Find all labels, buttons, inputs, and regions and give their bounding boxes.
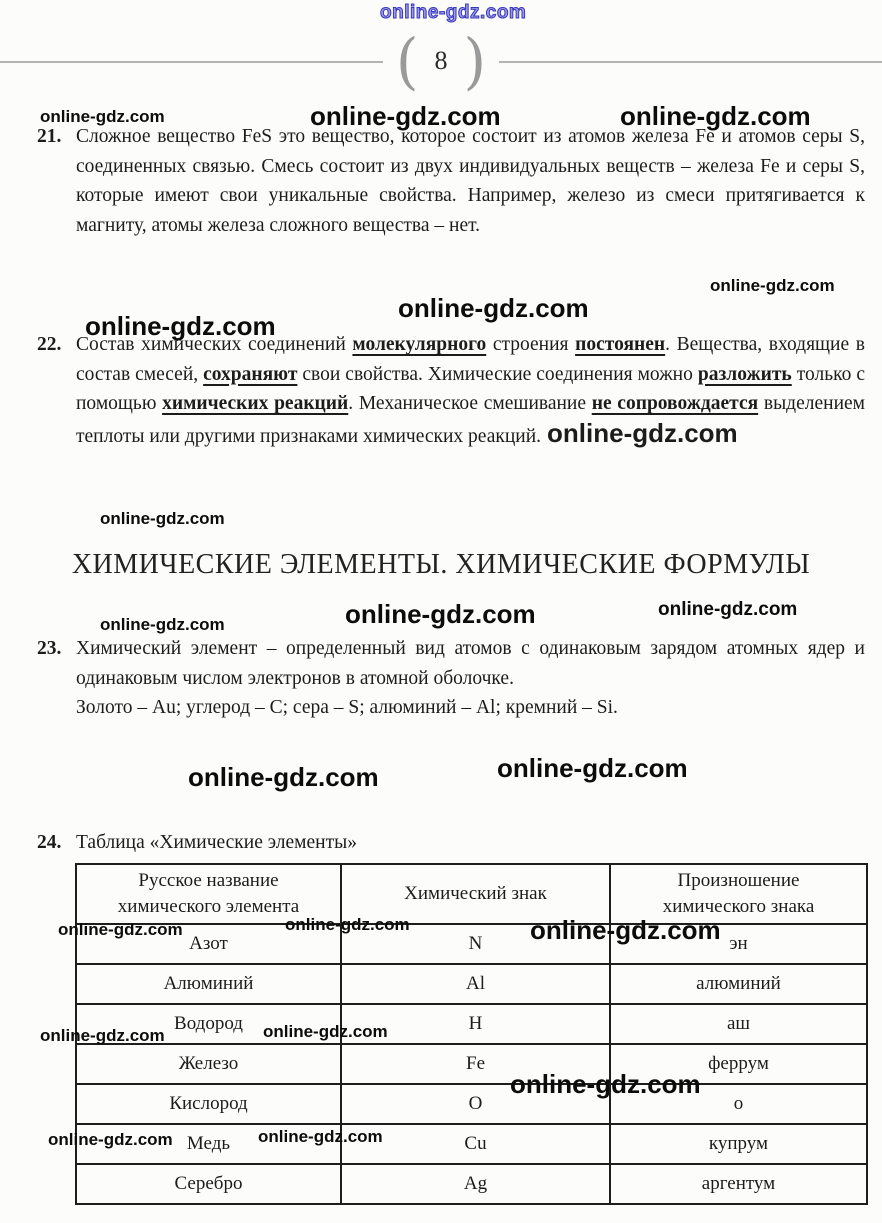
text-segment: . Механическое смешивание bbox=[348, 393, 592, 415]
emphasized-term: молекулярного bbox=[352, 334, 487, 355]
watermark: online-gdz.com bbox=[710, 276, 835, 295]
item-22 bbox=[37, 330, 865, 451]
emphasized-term: разложить bbox=[697, 363, 792, 385]
table-row bbox=[76, 1124, 867, 1164]
watermark: online-gdz.com bbox=[530, 915, 721, 945]
watermark: online-gdz.com bbox=[310, 101, 501, 131]
caption-text: Таблица «Химические элементы» bbox=[76, 832, 357, 853]
header-line: Произношение bbox=[677, 870, 800, 891]
watermark: online-gdz.com bbox=[188, 762, 379, 792]
watermark: online-gdz.com bbox=[380, 2, 527, 23]
table-cell-pronunciation: о bbox=[610, 1084, 867, 1124]
watermark: online-gdz.com bbox=[510, 1069, 701, 1099]
table-cell-pronunciation: алюминий bbox=[610, 964, 867, 1004]
elements-table bbox=[75, 863, 868, 1205]
item-21 bbox=[37, 122, 865, 240]
emphasized-term: сохраняют bbox=[203, 363, 298, 385]
watermark: online-gdz.com bbox=[100, 615, 225, 634]
table-row bbox=[76, 1004, 867, 1044]
watermark: online-gdz.com bbox=[285, 915, 410, 934]
table-cell-symbol: O bbox=[341, 1084, 610, 1124]
table-cell-pronunciation: аш bbox=[610, 1004, 867, 1044]
emphasized-term: постоянен bbox=[575, 334, 666, 355]
table-row bbox=[76, 924, 867, 964]
watermark: online-gdz.com bbox=[658, 599, 798, 620]
watermark: online-gdz.com bbox=[258, 1127, 383, 1146]
bracket-left-decoration: ( bbox=[395, 25, 419, 97]
header-line: Химический знак bbox=[404, 883, 547, 904]
table-cell-symbol: Al bbox=[341, 964, 610, 1004]
table-cell-name: Водород bbox=[76, 1004, 341, 1044]
table-cell-name: Алюминий bbox=[76, 964, 341, 1004]
table-cell-symbol: H bbox=[341, 1004, 610, 1044]
section-heading: ХИМИЧЕСКИЕ ЭЛЕМЕНТЫ. ХИМИЧЕСКИЕ ФОРМУЛЫ bbox=[71, 549, 811, 580]
table-cell-name: Кислород bbox=[76, 1084, 341, 1124]
bracket-right-decoration: ) bbox=[463, 25, 487, 97]
text-segment: только с помощью bbox=[76, 363, 865, 415]
watermark: online-gdz.com bbox=[345, 599, 536, 629]
emphasized-term: химических реакций bbox=[162, 393, 349, 415]
watermark: online-gdz.com bbox=[40, 1026, 165, 1045]
emphasized-term: не сопровождается bbox=[591, 393, 759, 415]
table-cell-symbol: Ag bbox=[341, 1164, 610, 1204]
item-text: Химический элемент – определенный вид атомов с одинаковым зарядом атомных ядер и одинаковым числом электронов в атомной оболочке. bbox=[76, 638, 865, 689]
table-cell-symbol: N bbox=[341, 924, 610, 964]
text-segment: свои свойства. Химические соединения можно bbox=[297, 363, 698, 385]
text-segment: строения bbox=[486, 334, 576, 355]
watermark: online-gdz.com bbox=[620, 101, 811, 131]
text-segment: . Вещества, входящие в состав смесей, bbox=[76, 334, 865, 385]
table-cell-pronunciation: купрум bbox=[610, 1124, 867, 1164]
watermark: online-gdz.com bbox=[497, 753, 688, 783]
table-cell-name: Серебро bbox=[76, 1164, 341, 1204]
watermark: online-gdz.com bbox=[58, 920, 183, 939]
table-cell-pronunciation: эн bbox=[610, 924, 867, 964]
text-segment: Состав химических соединений bbox=[76, 334, 353, 355]
table-row bbox=[76, 1044, 867, 1084]
table-row bbox=[76, 964, 867, 1004]
item-number: 21. bbox=[37, 126, 62, 147]
text-segment: выделением теплоты или другими признаками химических реакций. bbox=[76, 393, 865, 447]
table-cell-symbol: Fe bbox=[341, 1044, 610, 1084]
watermark: online-gdz.com bbox=[547, 417, 738, 448]
page-number: 8 bbox=[434, 46, 448, 75]
table-row bbox=[76, 1084, 867, 1124]
item-number: 24. bbox=[37, 832, 62, 853]
table-cell-name: Железо bbox=[76, 1044, 341, 1084]
table-row bbox=[76, 1164, 867, 1204]
item-text bbox=[76, 334, 865, 447]
table-cell-name: Медь bbox=[76, 1124, 341, 1164]
item-text: Сложное вещество FeS это вещество, которое состоит из атомов железа Fe и атомов серы S, соединенных связью. Смесь состоит из двух индивидуальных веществ – железа Fe и серы S, которые имеют свои уникальные свойства. Например, железо из смеси притягивается к магниту, атомы железа сложного вещества – нет. bbox=[76, 126, 865, 236]
item-number: 22. bbox=[37, 334, 62, 355]
watermark: online-gdz.com bbox=[40, 107, 165, 126]
watermark: online-gdz.com bbox=[263, 1022, 388, 1041]
header-line: Русское название bbox=[138, 870, 279, 891]
page-number-badge bbox=[383, 26, 499, 96]
watermark: online-gdz.com bbox=[100, 509, 225, 528]
header-line: химического знака bbox=[662, 896, 815, 917]
item-24-caption bbox=[37, 832, 865, 854]
table-cell-name: Азот bbox=[76, 924, 341, 964]
item-23 bbox=[37, 634, 865, 723]
table-header-row bbox=[76, 864, 867, 924]
table-cell-pronunciation: феррум bbox=[610, 1044, 867, 1084]
table-cell-pronunciation: аргентум bbox=[610, 1164, 867, 1204]
header-line: химического элемента bbox=[117, 896, 300, 917]
item-text-examples: Золото – Au; углерод – C; сера – S; алюминий – Al; кремний – Si. bbox=[76, 697, 618, 719]
table-cell-symbol: Cu bbox=[341, 1124, 610, 1164]
item-number: 23. bbox=[37, 638, 62, 659]
watermark: online-gdz.com bbox=[85, 311, 276, 341]
watermark: online-gdz.com bbox=[398, 293, 589, 323]
watermark: online-gdz.com bbox=[48, 1130, 173, 1149]
